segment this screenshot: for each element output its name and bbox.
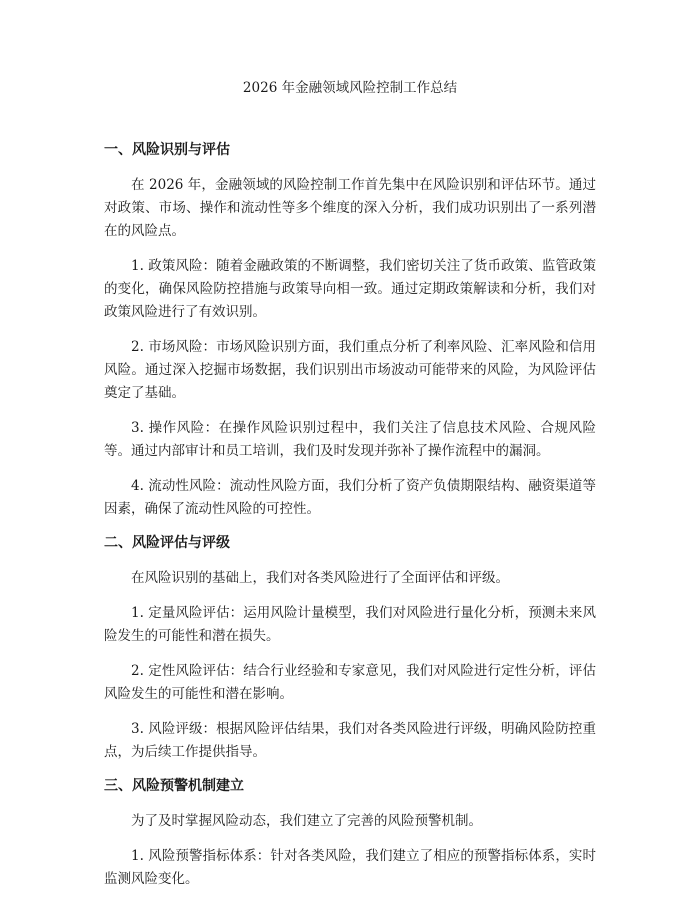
paragraph: 为了及时掌握风险动态，我们建立了完善的风险预警机制。	[131, 813, 482, 829]
paragraph: 在风险识别的基础上，我们对各类风险进行了全面评估和评级。	[131, 570, 509, 586]
paragraph: 1. 定量风险评估：运用风险计量模型，我们对风险进行量化分析，预测未来风险发生的可能性和潜在损失。	[104, 605, 596, 644]
paragraph: 1. 政策风险：随着金融政策的不断调整，我们密切关注了货币政策、监管政策的变化，确保风险防控措施与政策导向相一致。通过定期政策解读和分析，我们对政策风险进行了有效识别。	[104, 258, 596, 320]
section-heading: 三、风险预警机制建立	[104, 778, 244, 794]
section-risk-rating	[104, 533, 596, 764]
paragraph: 1. 风险预警指标体系：针对各类风险，我们建立了相应的预警指标体系，实时监测风险变化。	[104, 848, 596, 887]
paragraph: 2. 定性风险评估：结合行业经验和专家意见，我们对风险进行定性分析，评估风险发生的可能性和潜在影响。	[104, 663, 596, 702]
paragraph: 4. 流动性风险：流动性风险方面，我们分析了资产负债期限结构、融资渠道等因素，确保了流动性风险的可控性。	[104, 478, 596, 517]
section-risk-warning	[104, 776, 596, 891]
section-heading: 二、风险评估与评级	[104, 535, 230, 551]
paragraph: 2. 市场风险：市场风险识别方面，我们重点分析了利率风险、汇率风险和信用风险。通过深入挖掘市场数据，我们识别出市场波动可能带来的风险，为风险评估奠定了基础。	[104, 339, 596, 401]
paragraph: 3. 风险评级：根据风险评估结果，我们对各类风险进行评级，明确风险防控重点，为后续工作提供指导。	[104, 721, 596, 760]
paragraph: 在 2026 年，金融领域的风险控制工作首先集中在风险识别和评估环节。通过对政策、市场、操作和流动性等多个维度的深入分析，我们成功识别出了一系列潜在的风险点。	[104, 177, 596, 239]
section-risk-identification	[104, 140, 596, 521]
section-heading: 一、风险识别与评估	[104, 142, 230, 158]
document-title: 2026 年金融领域风险控制工作总结	[242, 80, 458, 96]
paragraph: 3. 操作风险：在操作风险识别过程中，我们关注了信息技术风险、合规风险等。通过内部审计和员工培训，我们及时发现并弥补了操作流程中的漏洞。	[104, 420, 596, 459]
